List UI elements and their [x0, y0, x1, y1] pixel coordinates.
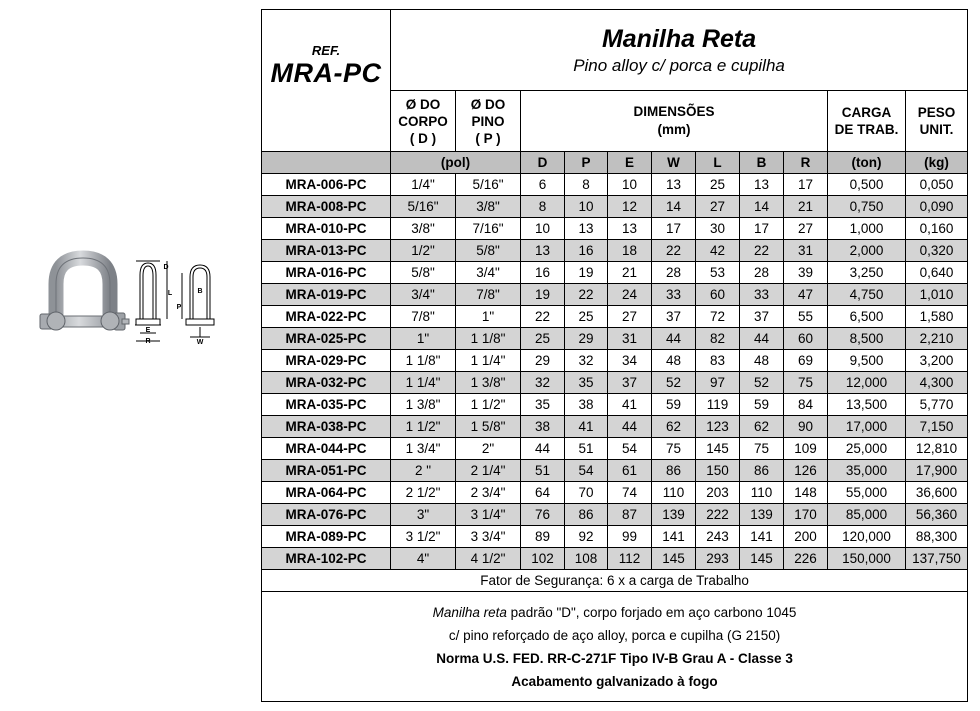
row-cell: 31	[608, 328, 652, 350]
row-code: MRA-035-PC	[262, 394, 391, 416]
row-cell: 145	[696, 438, 740, 460]
row-cell: 2 3/4"	[456, 482, 521, 504]
table-row	[262, 328, 968, 350]
row-cell: 0,640	[906, 262, 968, 284]
units-row: (pol) D P E W L B R (ton) (kg)	[262, 152, 968, 174]
row-cell: 69	[784, 350, 828, 372]
row-cell: 86	[740, 460, 784, 482]
row-cell: 3/4"	[456, 262, 521, 284]
row-code: MRA-006-PC	[262, 174, 391, 196]
row-cell: 55,000	[828, 482, 906, 504]
row-code: MRA-044-PC	[262, 438, 391, 460]
row-cell: 89	[521, 526, 565, 548]
row-cell: 137,750	[906, 548, 968, 570]
row-cell: 1 3/8"	[391, 394, 456, 416]
row-cell: 6	[521, 174, 565, 196]
table-row	[262, 438, 968, 460]
label-b: B	[197, 288, 203, 295]
table-row	[262, 394, 968, 416]
row-cell: 32	[521, 372, 565, 394]
row-cell: 0,050	[906, 174, 968, 196]
row-cell: 62	[652, 416, 696, 438]
row-cell: 148	[784, 482, 828, 504]
row-cell: 37	[740, 306, 784, 328]
row-cell: 76	[521, 504, 565, 526]
row-cell: 7,150	[906, 416, 968, 438]
row-cell: 36,600	[906, 482, 968, 504]
row-cell: 22	[565, 284, 608, 306]
row-cell: 3,200	[906, 350, 968, 372]
row-cell: 10	[565, 196, 608, 218]
row-cell: 16	[565, 240, 608, 262]
label-p: P	[176, 304, 182, 311]
row-cell: 17	[784, 174, 828, 196]
row-cell: 56,360	[906, 504, 968, 526]
row-cell: 170	[784, 504, 828, 526]
row-cell: 99	[608, 526, 652, 548]
row-cell: 126	[784, 460, 828, 482]
row-cell: 22	[652, 240, 696, 262]
row-cell: 21	[784, 196, 828, 218]
row-cell: 141	[740, 526, 784, 548]
row-code: MRA-076-PC	[262, 504, 391, 526]
row-cell: 110	[652, 482, 696, 504]
row-cell: 52	[652, 372, 696, 394]
row-cell: 200	[784, 526, 828, 548]
row-cell: 44	[521, 438, 565, 460]
table-row	[262, 240, 968, 262]
row-cell: 0,320	[906, 240, 968, 262]
table-row	[262, 218, 968, 240]
row-cell: 1,010	[906, 284, 968, 306]
row-cell: 51	[521, 460, 565, 482]
row-cell: 1,000	[828, 218, 906, 240]
row-cell: 18	[608, 240, 652, 262]
row-cell: 109	[784, 438, 828, 460]
row-cell: 13	[565, 218, 608, 240]
row-cell: 74	[608, 482, 652, 504]
row-cell: 86	[652, 460, 696, 482]
row-code: MRA-016-PC	[262, 262, 391, 284]
table-row	[262, 416, 968, 438]
row-cell: 86	[565, 504, 608, 526]
row-cell: 75	[652, 438, 696, 460]
row-cell: 70	[565, 482, 608, 504]
row-cell: 120,000	[828, 526, 906, 548]
row-cell: 1 3/8"	[456, 372, 521, 394]
row-code: MRA-089-PC	[262, 526, 391, 548]
row-cell: 55	[784, 306, 828, 328]
row-cell: 90	[784, 416, 828, 438]
row-cell: 19	[521, 284, 565, 306]
row-cell: 8	[565, 174, 608, 196]
row-cell: 54	[608, 438, 652, 460]
row-cell: 28	[652, 262, 696, 284]
row-cell: 2 "	[391, 460, 456, 482]
row-cell: 1/4"	[391, 174, 456, 196]
ref-cell	[262, 10, 391, 152]
label-l: L	[167, 290, 173, 297]
row-cell: 150,000	[828, 548, 906, 570]
row-code: MRA-038-PC	[262, 416, 391, 438]
row-cell: 145	[652, 548, 696, 570]
row-cell: 24	[608, 284, 652, 306]
row-cell: 12,810	[906, 438, 968, 460]
row-cell: 8	[521, 196, 565, 218]
row-cell: 203	[696, 482, 740, 504]
row-cell: 6,500	[828, 306, 906, 328]
row-cell: 4"	[391, 548, 456, 570]
row-cell: 29	[521, 350, 565, 372]
row-cell: 9,500	[828, 350, 906, 372]
row-cell: 27	[608, 306, 652, 328]
row-cell: 39	[784, 262, 828, 284]
row-cell: 42	[696, 240, 740, 262]
row-cell: 61	[608, 460, 652, 482]
row-code: MRA-019-PC	[262, 284, 391, 306]
row-cell: 72	[696, 306, 740, 328]
row-cell: 53	[696, 262, 740, 284]
row-cell: 1 1/2"	[391, 416, 456, 438]
row-cell: 139	[740, 504, 784, 526]
row-cell: 30	[696, 218, 740, 240]
label-w: W	[196, 339, 204, 345]
row-cell: 4,750	[828, 284, 906, 306]
row-cell: 16	[521, 262, 565, 284]
row-cell: 1 3/4"	[391, 438, 456, 460]
row-code: MRA-013-PC	[262, 240, 391, 262]
table-row	[262, 460, 968, 482]
shackle-dimension-drawing	[132, 257, 224, 345]
row-cell: 226	[784, 548, 828, 570]
row-code: MRA-029-PC	[262, 350, 391, 372]
row-cell: 14	[652, 196, 696, 218]
row-code: MRA-008-PC	[262, 196, 391, 218]
row-cell: 7/8"	[391, 306, 456, 328]
row-cell: 41	[565, 416, 608, 438]
label-d: D	[163, 264, 169, 271]
row-code: MRA-102-PC	[262, 548, 391, 570]
row-cell: 3/8"	[456, 196, 521, 218]
row-cell: 1,580	[906, 306, 968, 328]
row-cell: 84	[784, 394, 828, 416]
row-cell: 38	[565, 394, 608, 416]
row-cell: 83	[696, 350, 740, 372]
row-cell: 12,000	[828, 372, 906, 394]
row-cell: 33	[652, 284, 696, 306]
row-cell: 29	[565, 328, 608, 350]
row-cell: 21	[608, 262, 652, 284]
row-cell: 2 1/4"	[456, 460, 521, 482]
row-cell: 92	[565, 526, 608, 548]
row-cell: 35,000	[828, 460, 906, 482]
row-cell: 145	[740, 548, 784, 570]
row-cell: 41	[608, 394, 652, 416]
row-cell: 60	[696, 284, 740, 306]
row-cell: 2,000	[828, 240, 906, 262]
row-cell: 22	[521, 306, 565, 328]
row-cell: 88,300	[906, 526, 968, 548]
row-cell: 48	[652, 350, 696, 372]
row-cell: 3/4"	[391, 284, 456, 306]
row-cell: 110	[740, 482, 784, 504]
row-cell: 35	[521, 394, 565, 416]
row-cell: 3 1/2"	[391, 526, 456, 548]
row-cell: 75	[740, 438, 784, 460]
table-row	[262, 372, 968, 394]
col-body-diameter: Ø DO CORPO ( D )	[391, 91, 456, 152]
row-cell: 1 1/4"	[456, 350, 521, 372]
table-row	[262, 174, 968, 196]
row-cell: 27	[696, 196, 740, 218]
table-row	[262, 548, 968, 570]
page-title: Manilha Reta	[601, 24, 757, 53]
row-cell: 3/8"	[391, 218, 456, 240]
row-cell: 1 5/8"	[456, 416, 521, 438]
row-cell: 0,750	[828, 196, 906, 218]
row-cell: 97	[696, 372, 740, 394]
row-code: MRA-032-PC	[262, 372, 391, 394]
notes-line2: c/ pino reforçado de aço alloy, porca e cupilha (G 2150)	[448, 627, 781, 643]
row-cell: 82	[696, 328, 740, 350]
shackle-photo	[34, 250, 132, 348]
row-cell: 123	[696, 416, 740, 438]
row-cell: 54	[565, 460, 608, 482]
table-row	[262, 196, 968, 218]
row-cell: 37	[652, 306, 696, 328]
ref-label: REF.	[311, 42, 341, 58]
label-r: R	[145, 338, 151, 345]
row-cell: 3 1/4"	[456, 504, 521, 526]
row-cell: 28	[740, 262, 784, 284]
notes-line3: Norma U.S. FED. RR-C-271F Tipo IV-B Grau A - Classe 3	[436, 650, 793, 666]
row-cell: 17,000	[828, 416, 906, 438]
row-cell: 293	[696, 548, 740, 570]
row-cell: 13	[521, 240, 565, 262]
table-row	[262, 526, 968, 548]
row-cell: 85,000	[828, 504, 906, 526]
row-cell: 2"	[456, 438, 521, 460]
page-subtitle: Pino alloy c/ porca e cupilha	[573, 55, 785, 75]
notes-line1: padrão "D", corpo forjado em aço carbono 1045	[506, 604, 797, 620]
row-cell: 3"	[391, 504, 456, 526]
row-cell: 35	[565, 372, 608, 394]
row-cell: 10	[521, 218, 565, 240]
row-cell: 48	[740, 350, 784, 372]
row-cell: 2,210	[906, 328, 968, 350]
table-row	[262, 350, 968, 372]
row-cell: 32	[565, 350, 608, 372]
row-cell: 87	[608, 504, 652, 526]
row-cell: 47	[784, 284, 828, 306]
row-cell: 139	[652, 504, 696, 526]
row-cell: 0,500	[828, 174, 906, 196]
row-cell: 27	[784, 218, 828, 240]
row-cell: 1/2"	[391, 240, 456, 262]
col-pin-diameter: Ø DO PINO ( P )	[456, 91, 521, 152]
row-cell: 108	[565, 548, 608, 570]
table-row	[262, 482, 968, 504]
row-cell: 52	[740, 372, 784, 394]
table-row	[262, 262, 968, 284]
row-cell: 59	[652, 394, 696, 416]
row-cell: 62	[740, 416, 784, 438]
row-cell: 0,160	[906, 218, 968, 240]
row-cell: 1 1/2"	[456, 394, 521, 416]
row-cell: 5/8"	[391, 262, 456, 284]
row-cell: 4,300	[906, 372, 968, 394]
row-cell: 25	[565, 306, 608, 328]
row-cell: 17,900	[906, 460, 968, 482]
row-cell: 12	[608, 196, 652, 218]
row-cell: 25	[696, 174, 740, 196]
row-cell: 34	[608, 350, 652, 372]
row-cell: 5,770	[906, 394, 968, 416]
row-cell: 3 3/4"	[456, 526, 521, 548]
row-cell: 19	[565, 262, 608, 284]
row-cell: 222	[696, 504, 740, 526]
row-cell: 141	[652, 526, 696, 548]
row-cell: 112	[608, 548, 652, 570]
spec-table	[261, 9, 968, 702]
row-cell: 7/8"	[456, 284, 521, 306]
row-cell: 13	[608, 218, 652, 240]
row-cell: 44	[740, 328, 784, 350]
row-cell: 31	[784, 240, 828, 262]
table-row	[262, 306, 968, 328]
label-e: E	[145, 327, 151, 334]
row-cell: 1 1/8"	[391, 350, 456, 372]
col-dimensions: DIMENSÕES (mm)	[521, 91, 828, 152]
notes-line4: Acabamento galvanizado à fogo	[511, 673, 718, 689]
row-cell: 44	[652, 328, 696, 350]
row-cell: 5/16"	[391, 196, 456, 218]
row-code: MRA-025-PC	[262, 328, 391, 350]
row-cell: 1"	[391, 328, 456, 350]
row-cell: 1"	[456, 306, 521, 328]
row-cell: 17	[652, 218, 696, 240]
row-cell: 33	[740, 284, 784, 306]
row-code: MRA-010-PC	[262, 218, 391, 240]
row-cell: 243	[696, 526, 740, 548]
row-cell: 25,000	[828, 438, 906, 460]
row-cell: 22	[740, 240, 784, 262]
row-cell: 60	[784, 328, 828, 350]
row-cell: 1 1/8"	[456, 328, 521, 350]
safety-factor: Fator de Segurança: 6 x a carga de Trabalho	[262, 570, 968, 592]
title-cell	[391, 10, 968, 91]
row-cell: 8,500	[828, 328, 906, 350]
row-cell: 5/8"	[456, 240, 521, 262]
table-row	[262, 504, 968, 526]
row-cell: 75	[784, 372, 828, 394]
row-code: MRA-064-PC	[262, 482, 391, 504]
row-cell: 119	[696, 394, 740, 416]
row-code: MRA-051-PC	[262, 460, 391, 482]
ref-code: MRA-PC	[270, 57, 382, 88]
row-cell: 37	[608, 372, 652, 394]
row-cell: 64	[521, 482, 565, 504]
row-cell: 13	[652, 174, 696, 196]
row-code: MRA-022-PC	[262, 306, 391, 328]
table-row	[262, 284, 968, 306]
row-cell: 150	[696, 460, 740, 482]
row-cell: 13	[740, 174, 784, 196]
row-cell: 14	[740, 196, 784, 218]
row-cell: 17	[740, 218, 784, 240]
row-cell: 2 1/2"	[391, 482, 456, 504]
row-cell: 59	[740, 394, 784, 416]
row-cell: 10	[608, 174, 652, 196]
row-cell: 38	[521, 416, 565, 438]
notes-line1-italic: Manilha reta	[432, 604, 507, 620]
row-cell: 4 1/2"	[456, 548, 521, 570]
row-cell: 3,250	[828, 262, 906, 284]
row-cell: 7/16"	[456, 218, 521, 240]
row-cell: 1 1/4"	[391, 372, 456, 394]
row-cell: 13,500	[828, 394, 906, 416]
col-load: CARGA DE TRAB.	[828, 91, 906, 152]
row-cell: 44	[608, 416, 652, 438]
product-notes	[262, 592, 968, 702]
row-cell: 0,090	[906, 196, 968, 218]
row-cell: 102	[521, 548, 565, 570]
row-cell: 51	[565, 438, 608, 460]
row-cell: 5/16"	[456, 174, 521, 196]
col-weight: PESO UNIT.	[906, 91, 968, 152]
row-cell: 25	[521, 328, 565, 350]
